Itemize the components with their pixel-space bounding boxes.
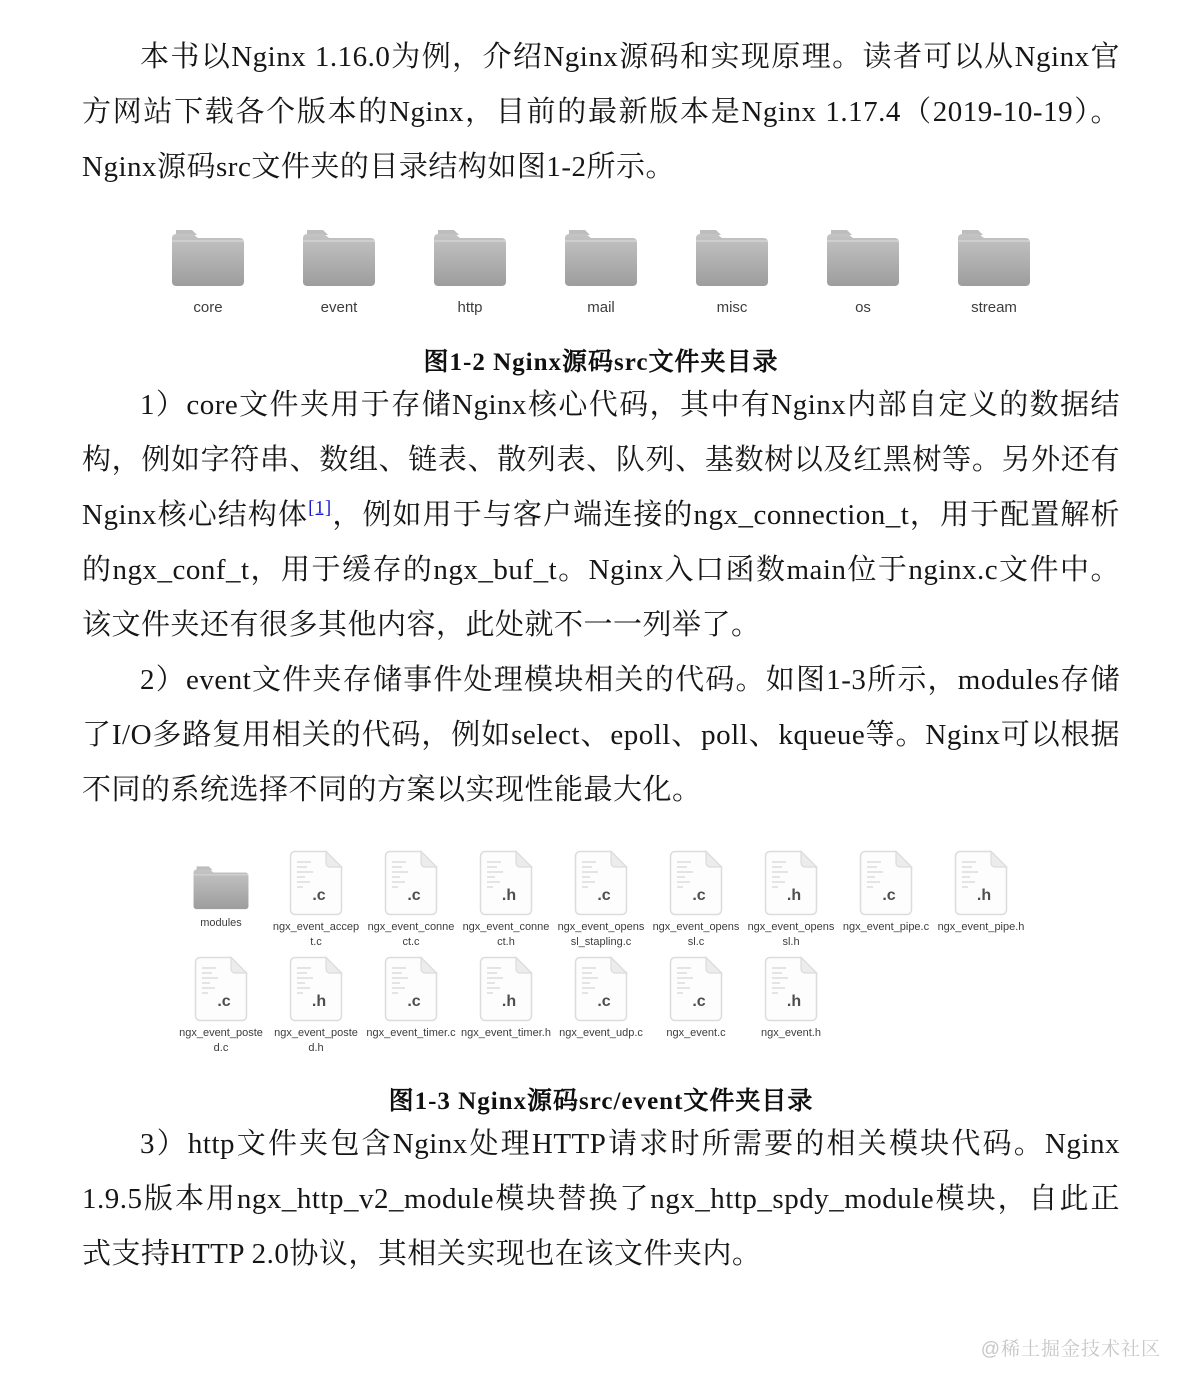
item-label: modules xyxy=(200,917,242,929)
item-label: ngx_event.h xyxy=(761,1026,821,1039)
file-item[interactable] xyxy=(174,956,269,1056)
svg-text:.c: .c xyxy=(597,887,611,904)
file-item[interactable] xyxy=(649,956,744,1056)
document-page xyxy=(82,30,1120,1282)
figure-1-2-folders xyxy=(82,225,1120,316)
folder-item[interactable] xyxy=(667,225,798,316)
item-label: ngx_event.c xyxy=(666,1026,726,1039)
file-icon xyxy=(669,956,723,1022)
file-item[interactable] xyxy=(934,850,1029,950)
svg-text:.h: .h xyxy=(501,992,517,1010)
folder-icon xyxy=(192,862,250,912)
file-icon xyxy=(194,956,248,1022)
file-item[interactable] xyxy=(554,956,649,1056)
file-icon xyxy=(669,850,723,916)
svg-text:.c: .c xyxy=(882,887,896,904)
item-label: ngx_event_udp.c xyxy=(559,1026,643,1039)
folder-icon xyxy=(432,225,508,289)
file-item[interactable] xyxy=(554,850,649,950)
item-label: ngx_event_openssl_stapling.c xyxy=(557,921,645,948)
file-item[interactable] xyxy=(839,850,934,950)
svg-text:.h: .h xyxy=(786,887,802,904)
item-label: ngx_event_accept.c xyxy=(272,921,360,948)
svg-text:.c: .c xyxy=(312,887,326,904)
folder-icon xyxy=(694,225,770,289)
file-item[interactable] xyxy=(269,956,364,1056)
file-icon xyxy=(574,956,628,1022)
svg-text:.c: .c xyxy=(407,992,421,1010)
file-icon xyxy=(574,850,628,916)
figure-1-3-row-2 xyxy=(82,956,1120,1056)
item-label: ngx_event_pipe.h xyxy=(937,921,1025,933)
paragraph-core-text-after: ，例如用于与客户端连接的ngx_connection_t，用于配置解析的ngx_conf_t，用于缓存的ngx_buf_t。Nginx入口函数main位于nginx.c文件中。该文件夹还有很多其他内容，此处就不一一列举了。 xyxy=(82,499,1120,641)
item-label: ngx_event_posted.h xyxy=(274,1026,358,1054)
paragraph-http: 3）http文件夹包含Nginx处理HTTP请求时所需要的相关模块代码。Nginx 1.9.5版本用ngx_http_v2_module模块替换了ngx_http_spdy_module模块，自此正式支持HTTP 2.0协议，其相关实现也在该文件夹内。 xyxy=(82,1128,1120,1271)
item-label: ngx_event_timer.h xyxy=(461,1026,551,1039)
item-label: core xyxy=(193,299,223,316)
file-item[interactable] xyxy=(364,956,459,1056)
folder-icon xyxy=(825,225,901,289)
item-label: ngx_event_timer.c xyxy=(366,1026,456,1039)
svg-text:.h: .h xyxy=(501,887,517,904)
file-icon xyxy=(479,850,533,916)
file-item[interactable] xyxy=(459,850,554,950)
svg-text:.h: .h xyxy=(311,992,327,1010)
item-label: event xyxy=(320,299,358,316)
figure-1-3-caption: 图1-3 Nginx源码src/event文件夹目录 xyxy=(388,1088,814,1116)
item-label: stream xyxy=(971,299,1017,316)
svg-text:.c: .c xyxy=(692,887,706,904)
file-item[interactable] xyxy=(649,850,744,950)
svg-text:.c: .c xyxy=(407,887,421,904)
paragraph-event: 2）event文件夹存储事件处理模块相关的代码。如图1-3所示，modules存储了I/O多路复用相关的代码，例如select、epoll、poll、kqueue等。Nginx可以根据不同的系统选择不同的方案以实现性能最大化。 xyxy=(82,664,1120,806)
item-label: ngx_event_openssl.h xyxy=(747,921,835,948)
folder-item[interactable] xyxy=(405,225,536,316)
folder-item[interactable] xyxy=(798,225,929,316)
svg-text:.c: .c xyxy=(597,992,611,1010)
folder-item[interactable] xyxy=(143,225,274,316)
folder-icon xyxy=(956,225,1032,289)
svg-text:.h: .h xyxy=(976,887,992,904)
item-label: http xyxy=(457,299,483,316)
watermark: @稀土掘金技术社区 xyxy=(980,1339,1161,1360)
file-item[interactable] xyxy=(269,850,364,950)
paragraph-intro: 本书以Nginx 1.16.0为例，介绍Nginx源码和实现原理。读者可以从Nginx官方网站下载各个版本的Nginx，目前的最新版本是Nginx 1.17.4（2019-10-19）。Nginx源码src文件夹的目录结构如图1-2所示。 xyxy=(82,41,1120,183)
paragraph-core xyxy=(82,378,1120,653)
figure-1-2 xyxy=(82,225,1120,378)
item-label: ngx_event_openssl.c xyxy=(652,921,740,948)
folder-item[interactable] xyxy=(274,225,405,316)
file-icon xyxy=(764,956,818,1022)
item-label: ngx_event_connect.c xyxy=(367,921,455,948)
paragraph-core-text-before: 1）core文件夹用于存储Nginx核心代码，其中有Nginx内部自定义的数据结构，例如字符串、数组、链表、散列表、队列、基数树以及红黑树等。另外还有Nginx核心结构体 xyxy=(82,389,1120,531)
folder-icon xyxy=(301,225,377,289)
folder-item[interactable] xyxy=(536,225,667,316)
figure-1-3-row-1 xyxy=(82,850,1120,950)
figure-1-3 xyxy=(82,850,1120,1117)
svg-text:.c: .c xyxy=(217,992,231,1010)
footnote-ref-1[interactable]: [1] xyxy=(308,497,332,519)
file-icon xyxy=(859,850,913,916)
file-item[interactable] xyxy=(744,956,839,1056)
folder-icon xyxy=(170,225,246,289)
figure-1-2-caption: 图1-2 Nginx源码src文件夹目录 xyxy=(423,349,779,376)
file-icon xyxy=(384,956,438,1022)
item-label: mail xyxy=(587,299,615,316)
item-label: ngx_event_connect.h xyxy=(462,921,550,948)
item-label: ngx_event_pipe.c xyxy=(842,921,930,933)
folder-icon xyxy=(563,225,639,289)
folder-item[interactable] xyxy=(929,225,1060,316)
file-item[interactable] xyxy=(364,850,459,950)
folder-item[interactable] xyxy=(174,850,269,950)
file-icon xyxy=(954,850,1008,916)
file-item[interactable] xyxy=(744,850,839,950)
file-item[interactable] xyxy=(459,956,554,1056)
svg-text:.h: .h xyxy=(786,992,802,1010)
item-label: misc xyxy=(716,299,748,316)
svg-text:.c: .c xyxy=(692,992,706,1010)
file-icon xyxy=(289,850,343,916)
file-icon xyxy=(764,850,818,916)
item-label: os xyxy=(855,299,871,316)
file-icon xyxy=(384,850,438,916)
file-icon xyxy=(479,956,533,1022)
file-icon xyxy=(289,956,343,1022)
item-label: ngx_event_posted.c xyxy=(179,1026,263,1054)
